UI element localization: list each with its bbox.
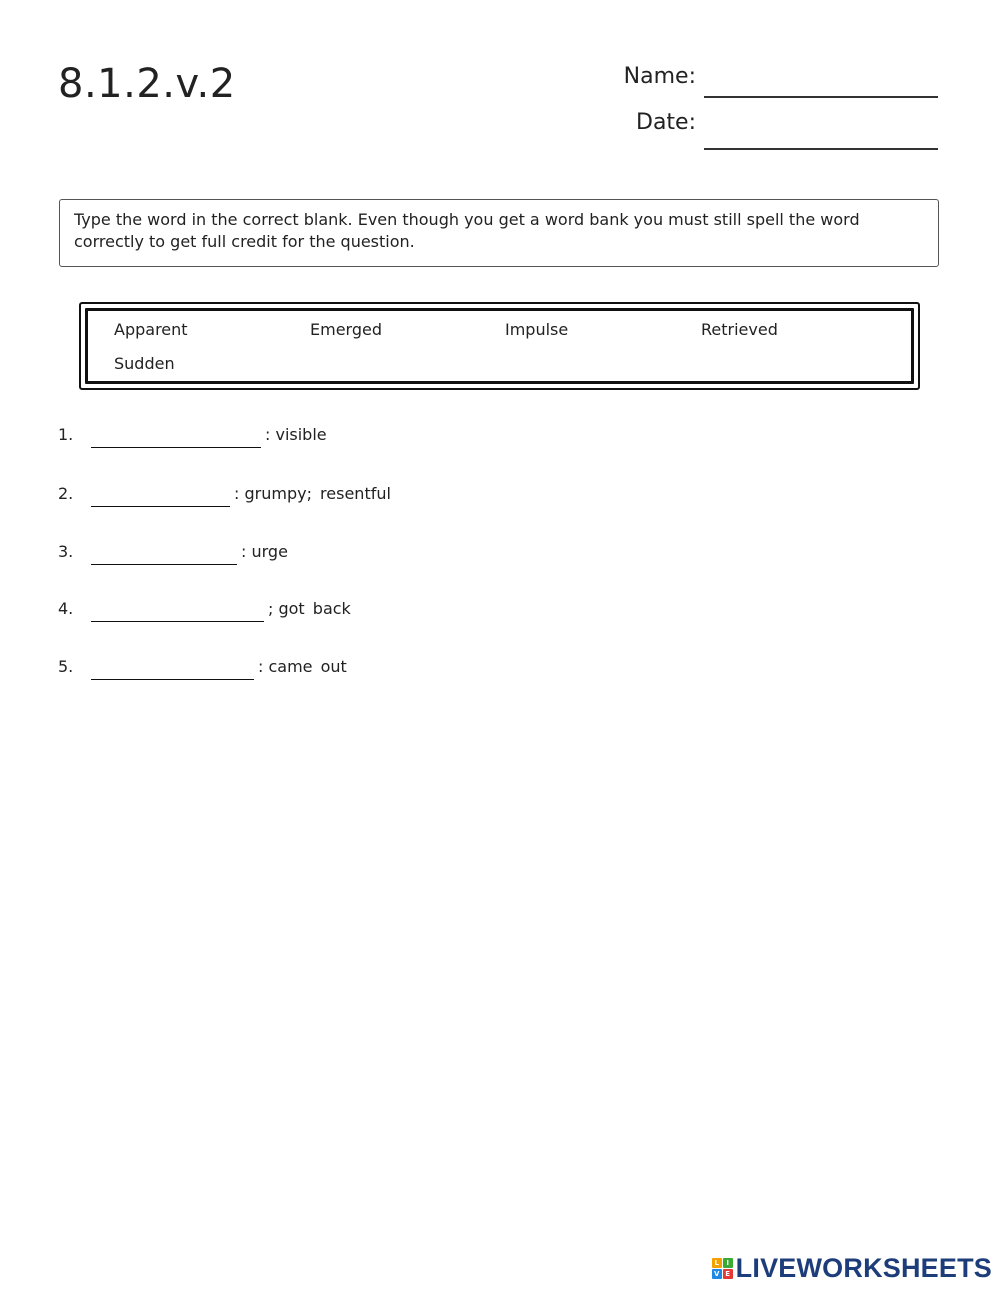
question-definition: came out xyxy=(268,657,347,676)
logo-tile-v: V xyxy=(712,1269,722,1279)
question-definition: got back xyxy=(278,599,351,618)
answer-blank-5[interactable] xyxy=(91,679,254,680)
logo-tile-e: E xyxy=(723,1269,733,1279)
liveworksheets-logo-text: LIVEWORKSHEETS xyxy=(735,1253,992,1283)
name-input-line[interactable] xyxy=(704,96,938,98)
answer-blank-3[interactable] xyxy=(91,564,237,565)
question-row xyxy=(58,541,288,563)
instructions-box: Type the word in the correct blank. Even though you get a word bank you must still spell the word correctly to get full credit for the question. xyxy=(59,199,939,267)
answer-blank-2[interactable] xyxy=(91,506,230,507)
question-row xyxy=(58,598,351,620)
question-number: 3. xyxy=(58,542,74,561)
word-bank xyxy=(79,302,920,390)
answer-blank-1[interactable] xyxy=(91,447,261,448)
question-definition: visible xyxy=(275,425,327,444)
question-separator: : xyxy=(241,542,247,561)
question-row xyxy=(58,424,327,446)
question-number: 5. xyxy=(58,657,74,676)
question-number: 1. xyxy=(58,425,74,444)
word-bank-item: Emerged xyxy=(310,320,382,339)
name-label: Name: xyxy=(623,64,696,89)
liveworksheets-logo-icon xyxy=(712,1258,733,1279)
logo-tile-l: L xyxy=(712,1258,722,1268)
question-row xyxy=(58,483,391,505)
question-separator: ; xyxy=(268,599,274,618)
name-field-row xyxy=(624,62,938,92)
worksheet-title: 8.1.2.v.2 xyxy=(58,61,236,107)
word-bank-inner-border xyxy=(85,308,914,384)
date-field-row xyxy=(636,108,938,138)
date-input-line[interactable] xyxy=(704,148,938,150)
question-number: 2. xyxy=(58,484,74,503)
date-label: Date: xyxy=(636,110,696,135)
question-separator: : xyxy=(234,484,240,503)
question-number: 4. xyxy=(58,599,74,618)
question-definition: grumpy; resentful xyxy=(244,484,391,503)
word-bank-item: Apparent xyxy=(114,320,188,339)
logo-tile-i: I xyxy=(723,1258,733,1268)
answer-blank-4[interactable] xyxy=(91,621,264,622)
word-bank-item: Impulse xyxy=(505,320,569,339)
question-separator: : xyxy=(258,657,264,676)
word-bank-item: Sudden xyxy=(114,354,175,373)
question-separator: : xyxy=(265,425,271,444)
question-definition: urge xyxy=(251,542,288,561)
liveworksheets-logo xyxy=(712,1253,992,1284)
word-bank-item: Retrieved xyxy=(701,320,778,339)
question-row xyxy=(58,656,347,678)
